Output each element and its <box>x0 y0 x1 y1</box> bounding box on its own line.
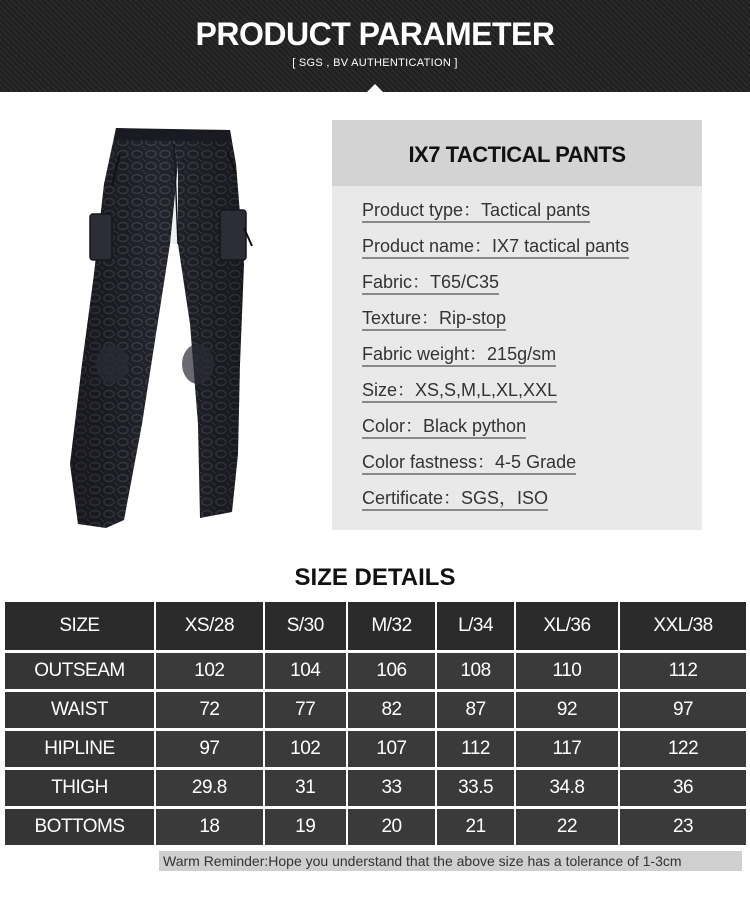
row-label: WAIST <box>5 692 156 731</box>
table-cell: 106 <box>348 653 438 692</box>
param-fabric-weight: Fabric weight：215g/sm <box>362 344 629 380</box>
banner-subtitle: [ SGS , BV AUTHENTICATION ] <box>292 57 458 69</box>
table-cell: 97 <box>620 692 746 731</box>
header-cell: L/34 <box>437 602 515 653</box>
product-title: IX7 TACTICAL PANTS <box>408 142 626 167</box>
table-cell: 122 <box>620 731 746 770</box>
param-product-name: Product name：IX7 tactical pants <box>362 236 629 272</box>
header-cell: XL/36 <box>516 602 620 653</box>
table-cell: 18 <box>156 809 265 848</box>
size-table <box>5 602 746 848</box>
table-cell: 104 <box>265 653 348 692</box>
table-row <box>5 809 746 848</box>
table-row <box>5 653 746 692</box>
header-cell: SIZE <box>5 602 156 653</box>
table-cell: 72 <box>156 692 265 731</box>
table-row <box>5 770 746 809</box>
table-cell: 92 <box>516 692 620 731</box>
pants-photo <box>60 124 260 534</box>
size-details-title: SIZE DETAILS <box>294 564 456 591</box>
header-cell: XXL/38 <box>620 602 746 653</box>
table-cell: 33 <box>348 770 438 809</box>
table-cell: 19 <box>265 809 348 848</box>
parameter-list <box>362 200 629 524</box>
param-product-type: Product type：Tactical pants <box>362 200 629 236</box>
table-cell: 97 <box>156 731 265 770</box>
warm-reminder: Warm Reminder:Hope you understand that the above size has a tolerance of 1-3cm <box>159 851 742 871</box>
table-header-row <box>5 602 746 653</box>
table-cell: 23 <box>620 809 746 848</box>
table-cell: 29.8 <box>156 770 265 809</box>
param-size: Size：XS,S,M,L,XL,XXL <box>362 380 629 416</box>
param-color-fastness: Color fastness：4-5 Grade <box>362 452 629 488</box>
param-texture: Texture：Rip-stop <box>362 308 629 344</box>
table-cell: 102 <box>156 653 265 692</box>
row-label: BOTTOMS <box>5 809 156 848</box>
table-cell: 33.5 <box>437 770 515 809</box>
table-cell: 87 <box>437 692 515 731</box>
table-cell: 31 <box>265 770 348 809</box>
param-certificate: Certificate：SGS，ISO <box>362 488 629 524</box>
header-cell: XS/28 <box>156 602 265 653</box>
table-cell: 112 <box>437 731 515 770</box>
table-cell: 77 <box>265 692 348 731</box>
table-cell: 36 <box>620 770 746 809</box>
banner-title: PRODUCT PARAMETER <box>195 16 555 52</box>
table-cell: 107 <box>348 731 438 770</box>
param-fabric: Fabric：T65/C35 <box>362 272 629 308</box>
parameter-panel <box>332 120 702 530</box>
param-color: Color：Black python <box>362 416 629 452</box>
row-label: OUTSEAM <box>5 653 156 692</box>
table-cell: 110 <box>516 653 620 692</box>
banner-notch <box>366 84 384 93</box>
table-cell: 34.8 <box>516 770 620 809</box>
table-cell: 112 <box>620 653 746 692</box>
table-cell: 102 <box>265 731 348 770</box>
header-cell: M/32 <box>348 602 438 653</box>
row-label: HIPLINE <box>5 731 156 770</box>
table-cell: 117 <box>516 731 620 770</box>
parameter-header <box>332 120 702 186</box>
header-banner <box>0 0 750 92</box>
table-cell: 22 <box>516 809 620 848</box>
table-cell: 20 <box>348 809 438 848</box>
header-cell: S/30 <box>265 602 348 653</box>
table-row <box>5 731 746 770</box>
row-label: THIGH <box>5 770 156 809</box>
table-cell: 21 <box>437 809 515 848</box>
table-cell: 82 <box>348 692 438 731</box>
table-row <box>5 692 746 731</box>
table-cell: 108 <box>437 653 515 692</box>
